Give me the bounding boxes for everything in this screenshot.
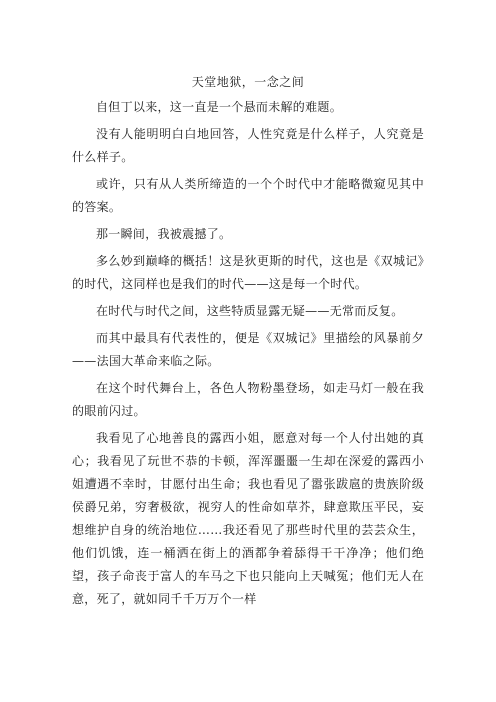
- paragraph: 在这个时代舞台上，各色人物粉墨登场，如走马灯一般在我的眼前闪过。: [72, 381, 424, 418]
- paragraph: 或许，只有从人类所缔造的一个个时代中才能略微窥见其中的答案。: [72, 177, 424, 214]
- document-title: 天堂地狱，一念之间: [191, 75, 305, 89]
- paragraph: 没有人能明明白白地回答，人性究竟是什么样子，人究竟是什么样子。: [72, 127, 424, 164]
- paragraph: 自但丁以来，这一直是一个悬而未解的难题。: [96, 100, 343, 114]
- paragraph: 那一瞬间，我被震撼了。: [96, 227, 232, 241]
- paragraph: 多么妙到巅峰的概括！这是狄更斯的时代，这也是《双城记》的时代，这同样也是我们的时代——这是每一个时代。: [72, 254, 424, 291]
- paragraph: 我看见了心地善良的露西小姐，愿意对每一个人付出她的真心；我看见了玩世不恭的卡顿，浑浑噩噩一生却在深爱的露西小姐遭遇不幸时，甘愿付出生命；我也看见了嚣张跋扈的贵族阶级侯爵兄弟，穷奢极欲，视穷人的性命如草芥，肆意欺压平民，妄想维护自身的统治地位……我还看见了那些时代里的芸芸众生，他们饥饿，连一桶洒在街上的酒都争着舔得干干净净；他们绝望，孩子命丧于富人的车马之下也只能向上天喊冤；他们无人在意，死了，就如同千千万万个一样: [72, 431, 424, 606]
- document-page: [72, 72, 424, 615]
- paragraph: 而其中最具有代表性的，便是《双城记》里描绘的风暴前夕——法国大革命来临之际。: [72, 331, 424, 368]
- paragraph: 在时代与时代之间，这些特质显露无疑——无常而反复。: [96, 304, 404, 318]
